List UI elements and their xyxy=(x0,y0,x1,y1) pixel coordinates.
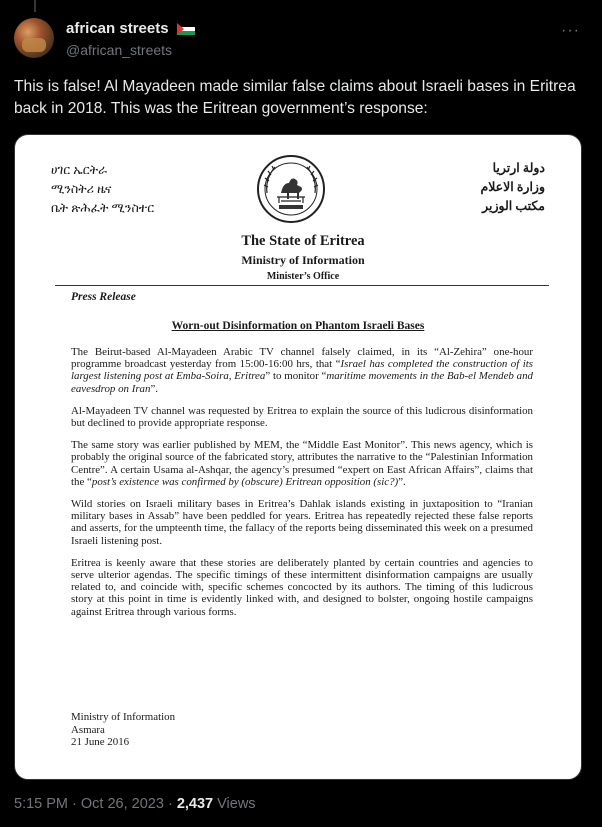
palestine-flag-icon xyxy=(177,23,195,35)
tweet-header xyxy=(14,16,588,64)
tweet-timestamp[interactable]: 5:15 PM · Oct 26, 2023 · xyxy=(14,796,177,812)
eritrea-emblem-icon xyxy=(255,153,327,225)
signoff-ministry: Ministry of Information xyxy=(71,711,176,723)
user-handle[interactable]: @african_streets xyxy=(66,42,173,58)
amharic-letterhead xyxy=(51,161,154,218)
thread-line xyxy=(34,0,36,12)
arabic-line: مكتب الوزير xyxy=(482,199,545,213)
paragraph-5: Eritrea is keenly aware that these stories are deliberately planted by certain countries and agencies to serve ulterior agendas. The specific timings of these intermittent disinformation campaigns are usually related to, and coincide with, specific schemes concocted by its authors. The timing of this ludicrous story at this point in time is evidently linked with, and designed to bolster, ongoing hostile campaigns against Eritrea through various forms. xyxy=(71,556,533,618)
amharic-line: ሚንስትሪ ዜና xyxy=(51,182,112,196)
press-release-document xyxy=(15,135,581,779)
document-body xyxy=(71,346,533,628)
paragraph-1: The Beirut-based Al-Mayadeen Arabic TV channel falsely claimed, in its “Al-Zehira” one-hour programme broadcast yesterday from 15:00-16:00 hrs, that “Israel has completed the construction of its largest listening post at Emba-Soira, Eritrea” to monitor “maritime movements in the Bab-el Mendeb and eavesdrop on Iran”. xyxy=(71,346,534,395)
document-headline: Worn-out Disinformation on Phantom Israeli Bases xyxy=(171,320,425,332)
letterhead-divider xyxy=(55,285,549,286)
paragraph-2: Al-Mayadeen TV channel was requested by Eritrea to explain the source of this ludicrous disinformation but declined to provide appropriate response. xyxy=(71,404,533,430)
display-name[interactable]: african streets xyxy=(66,20,169,37)
signoff-date: 21 June 2016 xyxy=(71,736,130,749)
document-signoff xyxy=(71,711,175,749)
signoff-city: Asmara xyxy=(71,723,105,736)
amharic-line: ሀገር ኤርትራ xyxy=(51,163,108,177)
tweet-text: This is false! Al Mayadeen made similar false claims about Israeli bases in Eritrea back in 2018. This was the Eritrean government’s response: xyxy=(14,78,576,117)
paragraph-3: The same story was earlier published by MEM, the “Middle East Monitor”. This news agency, which is probably the original source of the fabricated story, attributes the narrative to the “Palestinian Information Centre”. A certain Usama al-Ashqar, the agency’s presumed “expert on East African Affairs”, claims that the “post’s existence was confirmed by (obscure) Eritrean opposition (sic?)”. xyxy=(71,439,533,488)
office-name: Minister’s Office xyxy=(266,271,340,282)
views-count[interactable]: 2,437 xyxy=(176,796,214,812)
ministry-name: Ministry of Information xyxy=(241,253,365,267)
amharic-line: ቤት ጽሕፈት ሚንስተር xyxy=(51,201,155,215)
paragraph-4: Wild stories on Israeli military bases in Eritrea’s Dahlak islands existing in juxtaposition to “Iranian military bases in Assab” have been peddled for years. Eritrea has repeatedly rejected these false reports and asserts, for the umpteenth time, the fallacy of the reports being disseminated this week on a presumed Israeli listening post. xyxy=(71,498,533,547)
name-row xyxy=(66,20,195,37)
arabic-letterhead xyxy=(480,159,545,216)
more-options-icon[interactable]: ··· xyxy=(561,22,580,39)
avatar[interactable] xyxy=(14,18,54,58)
press-release-label: Press Release xyxy=(71,291,136,303)
tweet-meta xyxy=(14,796,256,812)
arabic-line: وزارة الاعلام xyxy=(480,180,545,194)
views-label: Views xyxy=(213,796,256,812)
state-name: The State of Eritrea xyxy=(241,233,365,249)
letterhead-title xyxy=(15,233,581,282)
tweet-image[interactable] xyxy=(14,134,582,780)
arabic-line: دولة ارتريا xyxy=(492,161,545,175)
